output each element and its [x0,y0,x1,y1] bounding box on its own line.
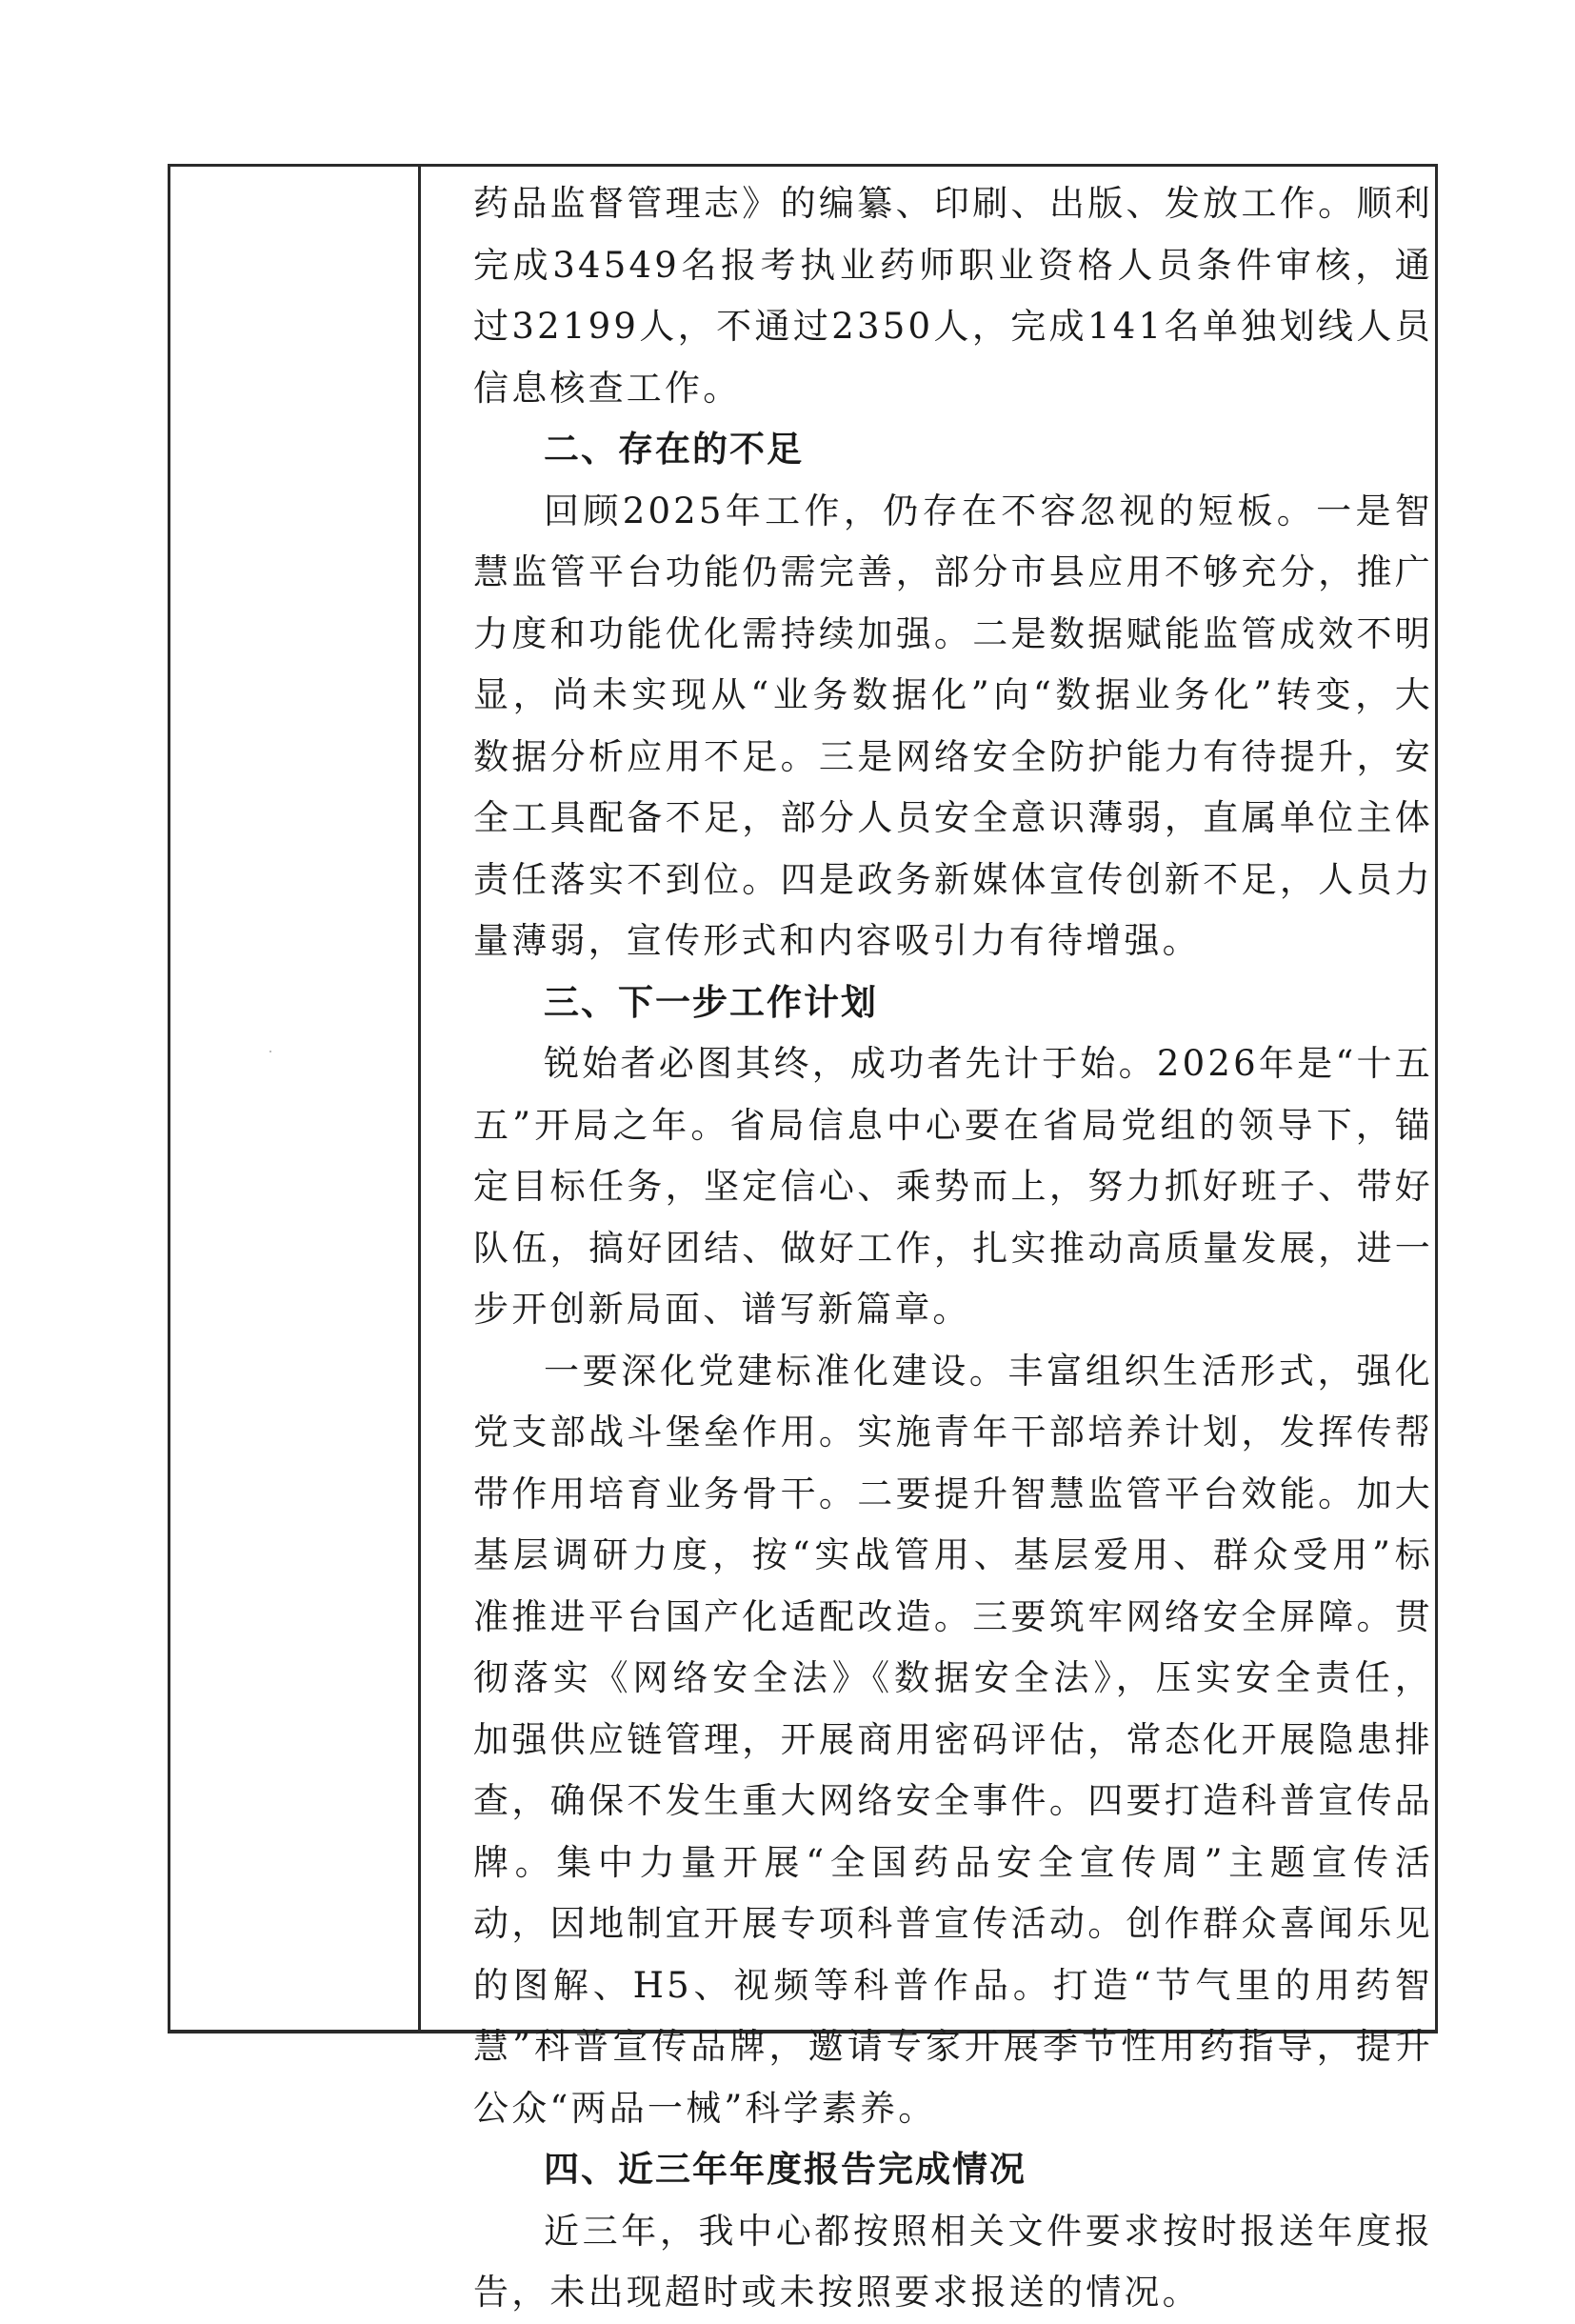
shortcomings-paragraph: 回顾2025年工作，仍存在不容忽视的短板。一是智慧监管平台功能仍需完善，部分市县应用不够充分，推广力度和功能优化需持续加强。二是数据赋能监管成效不明显，尚未实现从“业务数据化”向“数据业务化”转变，大数据分析应用不足。三是网络安全防护能力有待提升，安全工具配备不足，部分人员安全意识薄弱，直属单位主体责任落实不到位。四是政务新媒体宣传创新不足，人员力量薄弱，宣传形式和内容吸引力有待增强。 [473,490,1433,961]
section-heading-shortcomings: 二、存在的不足 [544,429,804,470]
scan-speck [269,1051,271,1052]
report-content-cell [473,173,1433,2324]
next-plan-intro-paragraph: 锐始者必图其终，成功者先计于始。2026年是“十五五”开局之年。省局信息中心要在省局党组的领导下，锚定目标任务，坚定信心、乘势而上，努力抓好班子、带好队伍，搞好团结、做好工作，扎实推动高质量发展，进一步开创新局面、谱写新篇章。 [473,1043,1433,1330]
annual-reports-paragraph: 近三年，我中心都按照相关文件要求按时报送年度报告，未出现超时或未按照要求报送的情况。 [473,2210,1433,2313]
section-heading-annual-reports: 四、近三年年度报告完成情况 [544,2149,1027,2190]
table-column-divider [418,164,421,2034]
continuation-paragraph: 药品监督管理志》的编纂、印刷、出版、发放工作。顺利完成34549名报考执业药师职业资格人员条件审核，通过32199人，不通过2350人，完成141名单独划线人员信息核查工作。 [473,183,1433,409]
next-plan-details-paragraph: 一要深化党建标准化建设。丰富组织生活形式，强化党支部战斗堡垒作用。实施青年干部培养计划，发挥传帮带作用培育业务骨干。二要提升智慧监管平台效能。加大基层调研力度，按“实战管用、基层爱用、群众受用”标准推进平台国产化适配改造。三要筑牢网络安全屏障。贯彻落实《网络安全法》《数据安全法》，压实安全责任，加强供应链管理，开展商用密码评估，常态化开展隐患排查，确保不发生重大网络安全事件。四要打造科普宣传品牌。集中力量开展“全国药品安全宣传周”主题宣传活动，因地制宜开展专项科普宣传活动。创作群众喜闻乐见的图解、H5、视频等科普作品。打造“节气里的用药智慧”科普宣传品牌，邀请专家开展季节性用药指导，提升公众“两品一械”科学素养。 [473,1350,1433,2129]
section-heading-next-plan: 三、下一步工作计划 [544,981,878,1023]
